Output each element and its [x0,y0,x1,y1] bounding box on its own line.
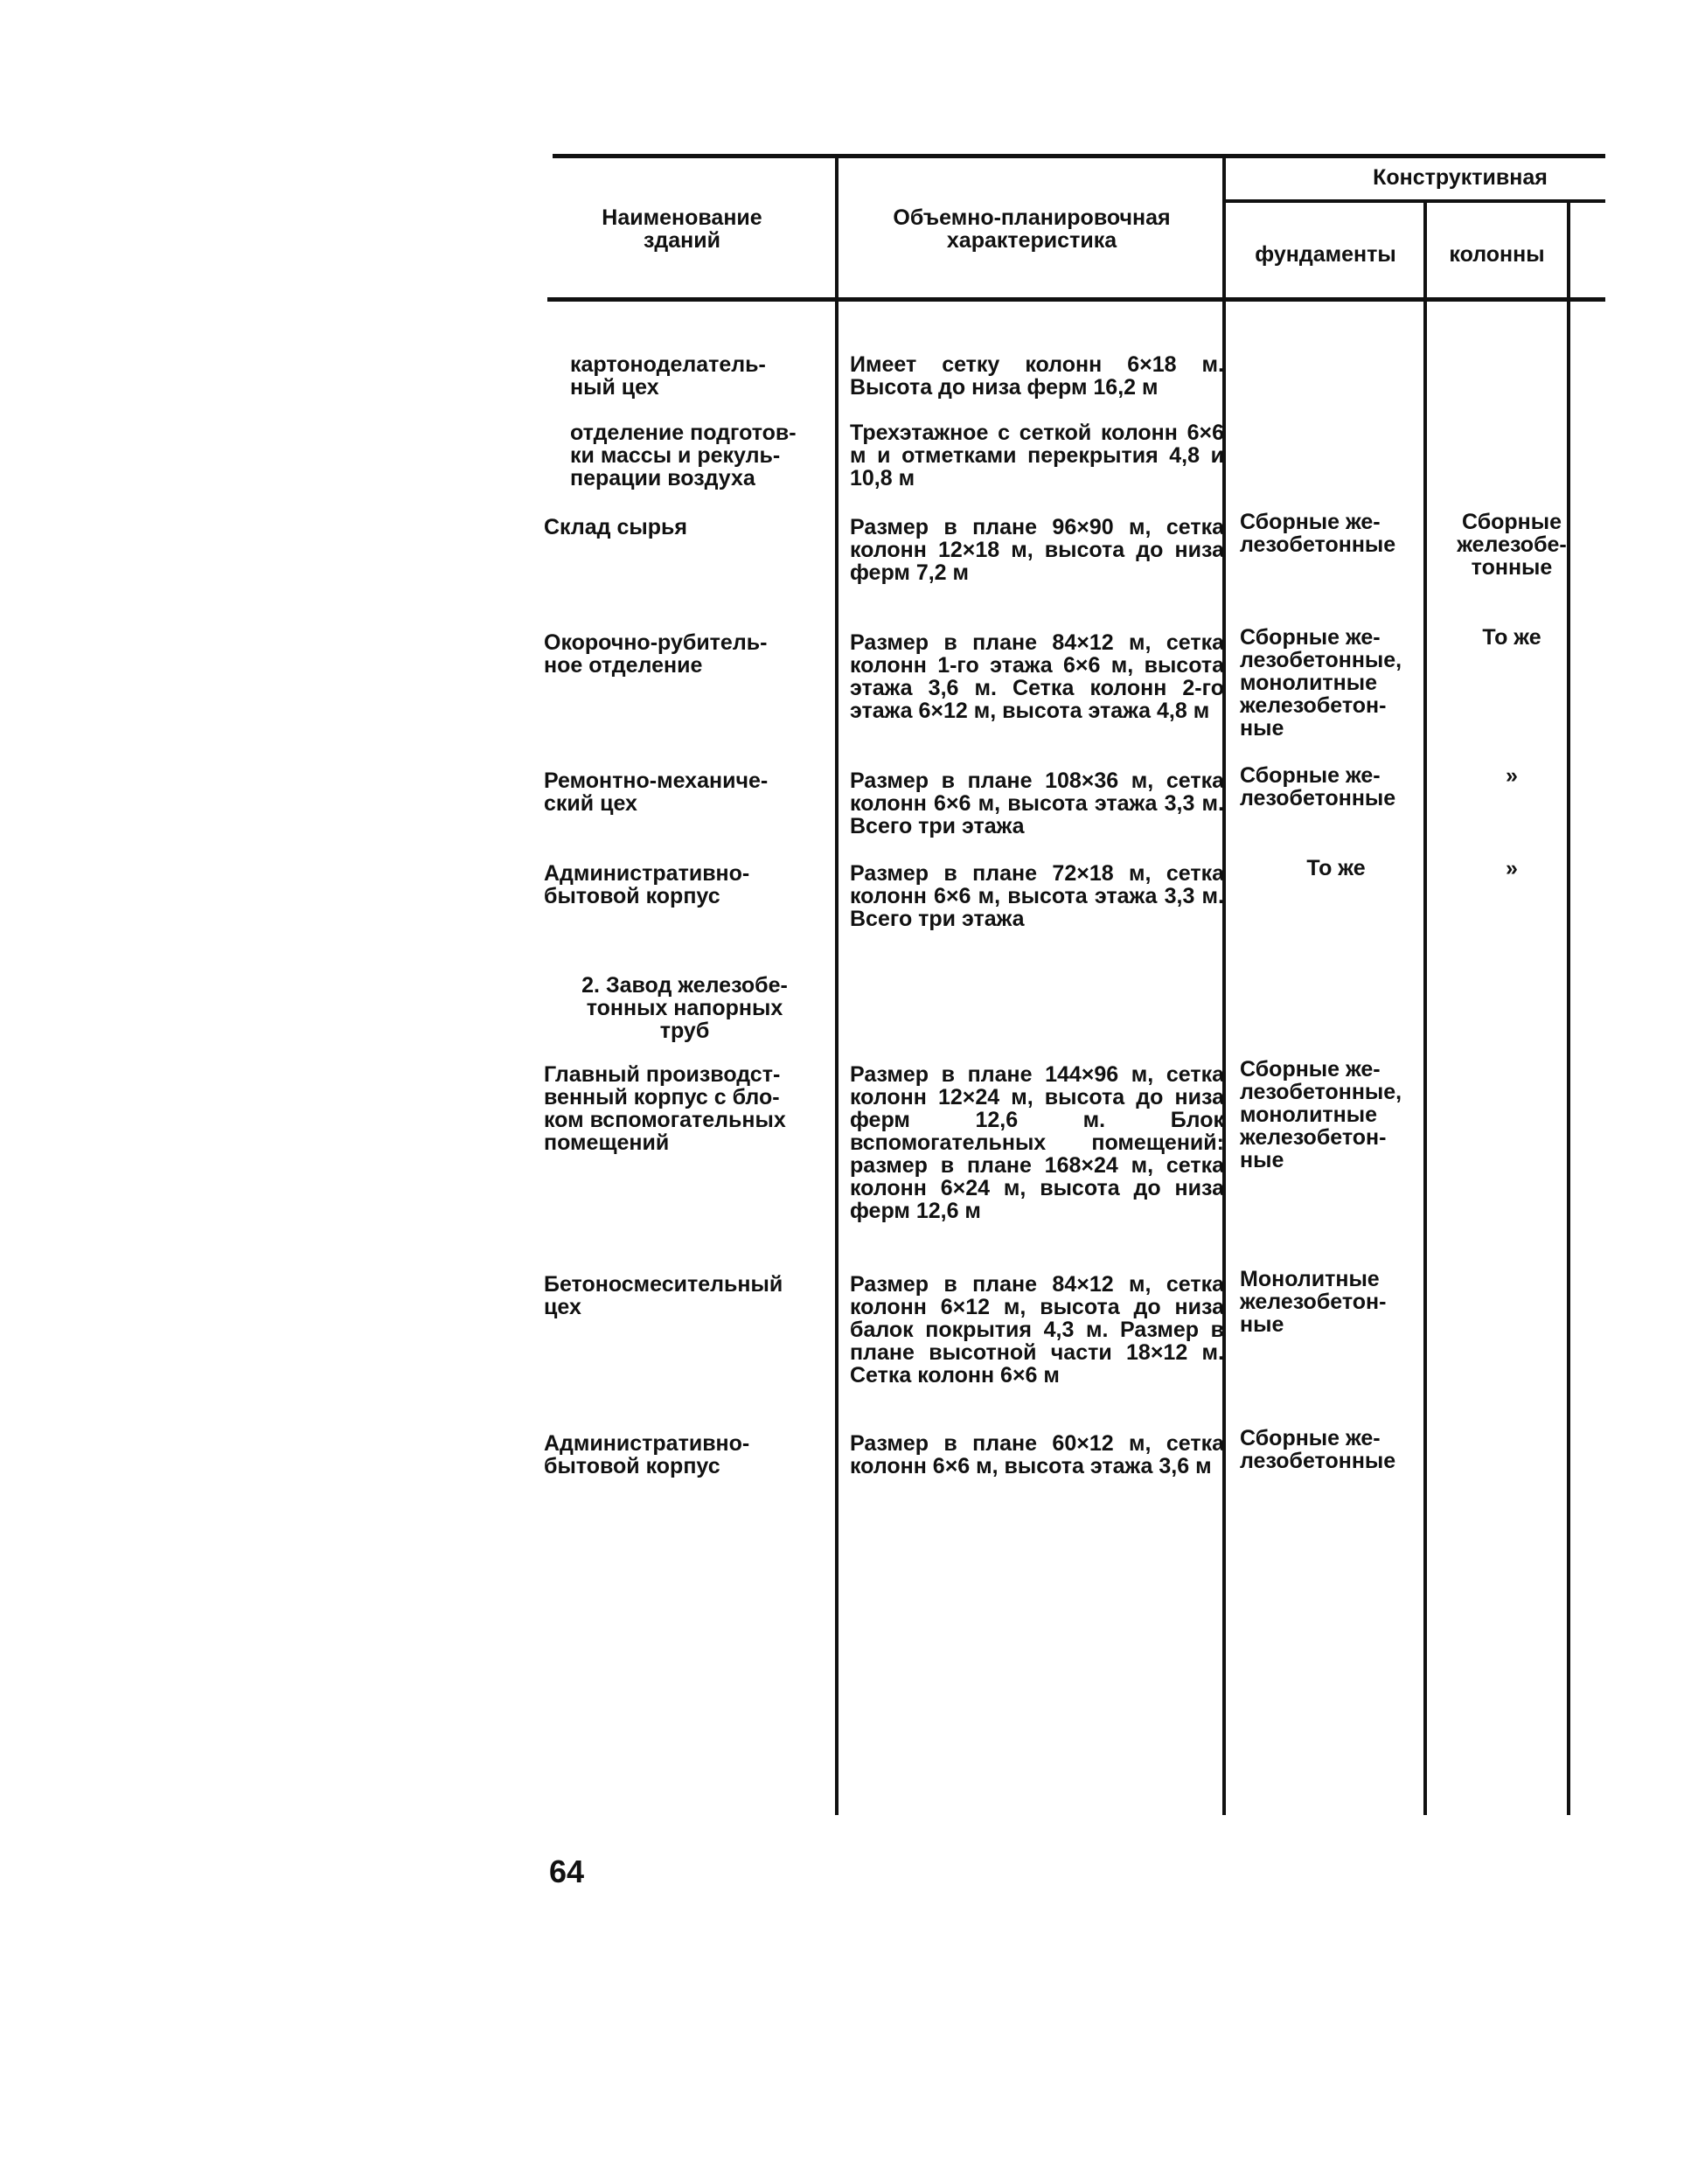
row-fund: Монолитные железобетон- ные [1240,1267,1387,1337]
row-desc: Размер в плане 72×18 м, сетка колонн 6×6 м, высота этажа 3,3 м. Всего три этажа [850,861,1224,931]
row-name: отделение подготов- ки массы и рекуль- перации воздуха [570,421,797,490]
row-desc: Имеет сетку колонн 6×18 м. Высота до низа ферм 16,2 м [850,352,1224,400]
row-colm: » [1506,763,1518,788]
row-desc: Размер в плане 84×12 м, сетка колонн 1-го этажа 6×6 м, высота этажа 3,6 м. Сетка колонн 2-го этажа 6×12 м, высота этажа 4,8 м [850,630,1224,723]
divider-colm-right [1567,203,1570,1815]
table-top-rule [553,154,1605,158]
row-colm: То же [1482,625,1541,650]
row-fund: Сборные же- лезобетонные [1240,1426,1396,1473]
row-desc: Размер в плане 60×12 м, сетка колонн 6×6 м, высота этажа 3,6 м [850,1431,1224,1478]
row-colm: » [1506,856,1518,880]
section-heading: 2. Завод железобе- тонных напорных труб [581,973,788,1043]
header-fund: фундаменты [1255,242,1396,267]
row-name: Главный производст- венный корпус с бло- ком вспомогательных помещений [544,1062,786,1155]
row-fund: Сборные же- лезобетонные [1240,510,1396,557]
divider-fund-colm [1423,203,1427,1815]
header-colm: колонны [1449,242,1545,267]
row-fund: Сборные же- лезобетонные, монолитные железобетон- ные [1240,625,1402,741]
row-name: Административно- бытовой корпус [544,1431,750,1478]
divider-desc-fund [1222,158,1226,1815]
header-name: Наименование зданий [602,205,762,253]
header-group: Конструктивная [1373,165,1548,190]
row-fund: То же [1306,856,1366,880]
row-name: Ремонтно-механиче- ский цех [544,769,769,816]
header-desc: Объемно-планировочная характеристика [893,205,1171,253]
row-name: картоноделатель- ный цех [570,352,766,400]
row-desc: Размер в плане 96×90 м, сетка колонн 12×18 м, высота до низа ферм 7,2 м [850,515,1224,585]
row-name: Административно- бытовой корпус [544,861,750,908]
row-name: Бетоносмесительный цех [544,1272,783,1319]
subheader-rule [1226,199,1605,203]
row-desc: Размер в плане 84×12 м, сетка колонн 6×12 м, высота до низа балок покрытия 4,3 м. Размер в плане высотной части 18×12 м. Сетка колонн 6×6 м [850,1272,1224,1388]
row-name: Окорочно-рубитель- ное отделение [544,630,768,678]
divider-name-desc [835,158,839,1815]
row-desc: Трехэтажное с сеткой колонн 6×6 м и отметками перекрытия 4,8 и 10,8 м [850,421,1224,490]
page-number: 64 [549,1854,585,1889]
header-bottom-rule [547,297,1605,302]
row-desc: Размер в плане 144×96 м, сетка колонн 12×24 м, высота до низа ферм 12,6 м. Блок вспомогательных помещений: размер в плане 168×24 м, сетка колонн 6×24 м, высота до низа ферм 12,6 м [850,1062,1224,1223]
row-desc: Размер в плане 108×36 м, сетка колонн 6×6 м, высота этажа 3,3 м. Всего три этажа [850,769,1224,838]
row-fund: Сборные же- лезобетонные [1240,763,1396,810]
row-colm: Сборные железобе- тонные [1457,510,1567,580]
row-fund: Сборные же- лезобетонные, монолитные железобетон- ные [1240,1057,1402,1172]
row-name: Склад сырья [544,515,687,539]
